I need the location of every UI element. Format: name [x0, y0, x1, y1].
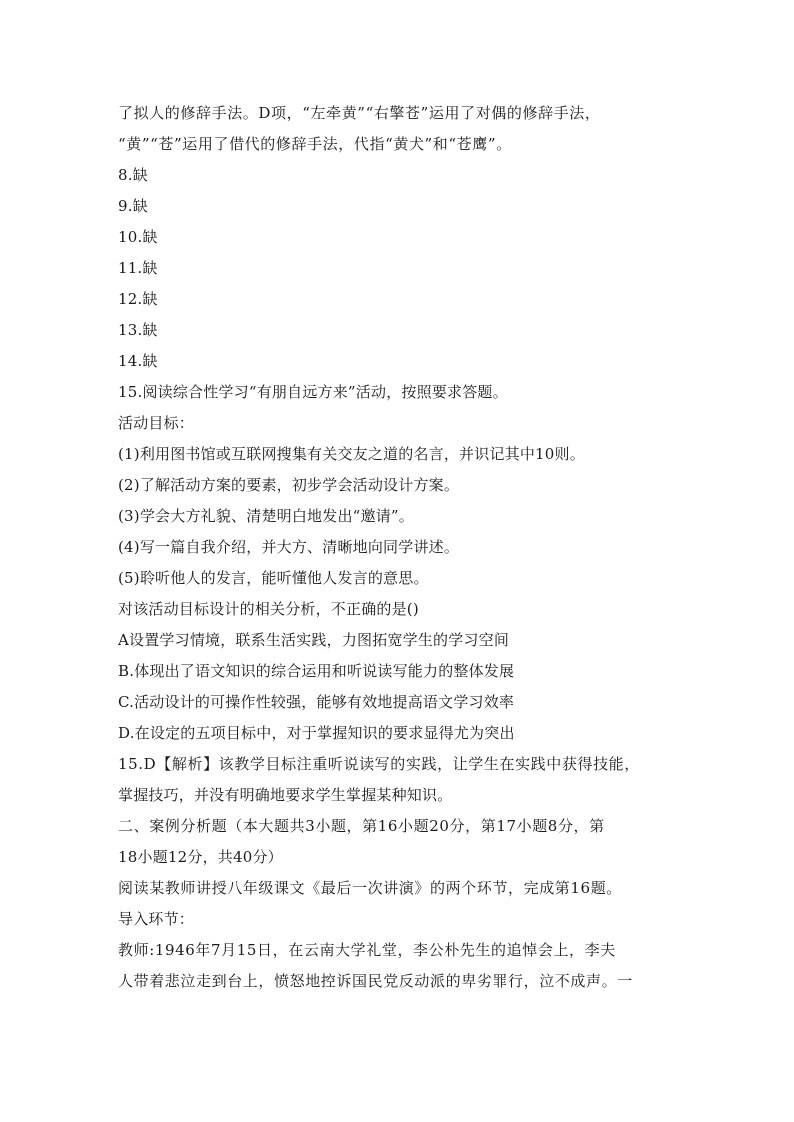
activity-goal-4: (4)写一篇自我介绍，并大方、清晰地向同学讲述。	[118, 538, 460, 556]
teacher-speech-continued: 人带着悲泣走到台上，愤怒地控诉国民党反动派的卑劣罪行，泣不成声。一	[118, 972, 633, 990]
activity-goal-2: (2)了解活动方案的要素，初步学会活动设计方案。	[118, 476, 460, 494]
intro-segment-heading: 导入环节：	[118, 910, 195, 928]
activity-goal-heading: 活动目标：	[118, 414, 195, 432]
text-line: 了拟人的修辞手法。D项，“左牵黄”“右擎苍”运用了对偶的修辞手法，	[118, 104, 601, 122]
question-15-prompt: 对该活动目标设计的相关分析，不正确的是()	[118, 600, 419, 618]
answer-line-10: 10.缺	[118, 228, 158, 246]
answer-line-8: 8.缺	[118, 166, 148, 184]
section-two-heading: 二、案例分析题（本大题共3小题，第16小题20分，第17小题8分，第	[118, 817, 605, 835]
answer-line-12: 12.缺	[118, 290, 158, 308]
question-15-title: 15.阅读综合性学习“有朋自远方来”活动，按照要求答题。	[118, 383, 508, 401]
option-a: A设置学习情境，联系生活实践，力图拓宽学生的学习空间	[118, 631, 510, 649]
case-intro: 阅读某教师讲授八年级课文《最后一次讲演》的两个环节，完成第16题。	[118, 879, 622, 897]
answer-line-13: 13.缺	[118, 321, 158, 339]
option-c: C.活动设计的可操作性较强，能够有效地提高语文学习效率	[118, 693, 515, 711]
option-d: D.在设定的五项目标中，对于掌握知识的要求显得尤为突出	[118, 724, 515, 742]
section-two-heading-continued: 18小题12分，共40分）	[118, 848, 283, 866]
answer-line-14: 14.缺	[118, 352, 158, 370]
text-line: “黄”“苍”运用了借代的修辞手法，代指“黄犬”和“苍鹰”。	[118, 135, 512, 153]
activity-goal-3: (3)学会大方礼貌、清楚明白地发出“邀请”。	[118, 507, 414, 525]
answer-analysis: 15.D【解析】该教学目标注重听说读写的实践，让学生在实践中获得技能，	[118, 755, 640, 773]
activity-goal-5: (5)聆听他人的发言，能听懂他人发言的意思。	[118, 569, 429, 587]
answer-analysis-continued: 掌握技巧，并没有明确地要求学生掌握某种知识。	[118, 786, 453, 804]
activity-goal-1: (1)利用图书馆或互联网搜集有关交友之道的名言，并识记其中10则。	[118, 445, 585, 463]
option-b: B.体现出了语文知识的综合运用和听说读写能力的整体发展	[118, 662, 515, 680]
answer-line-9: 9.缺	[118, 197, 148, 215]
answer-line-11: 11.缺	[118, 259, 158, 277]
document-body	[118, 98, 678, 997]
teacher-speech: 教师:1946年7月15日，在云南大学礼堂，李公朴先生的追悼会上，李夫	[118, 941, 616, 959]
